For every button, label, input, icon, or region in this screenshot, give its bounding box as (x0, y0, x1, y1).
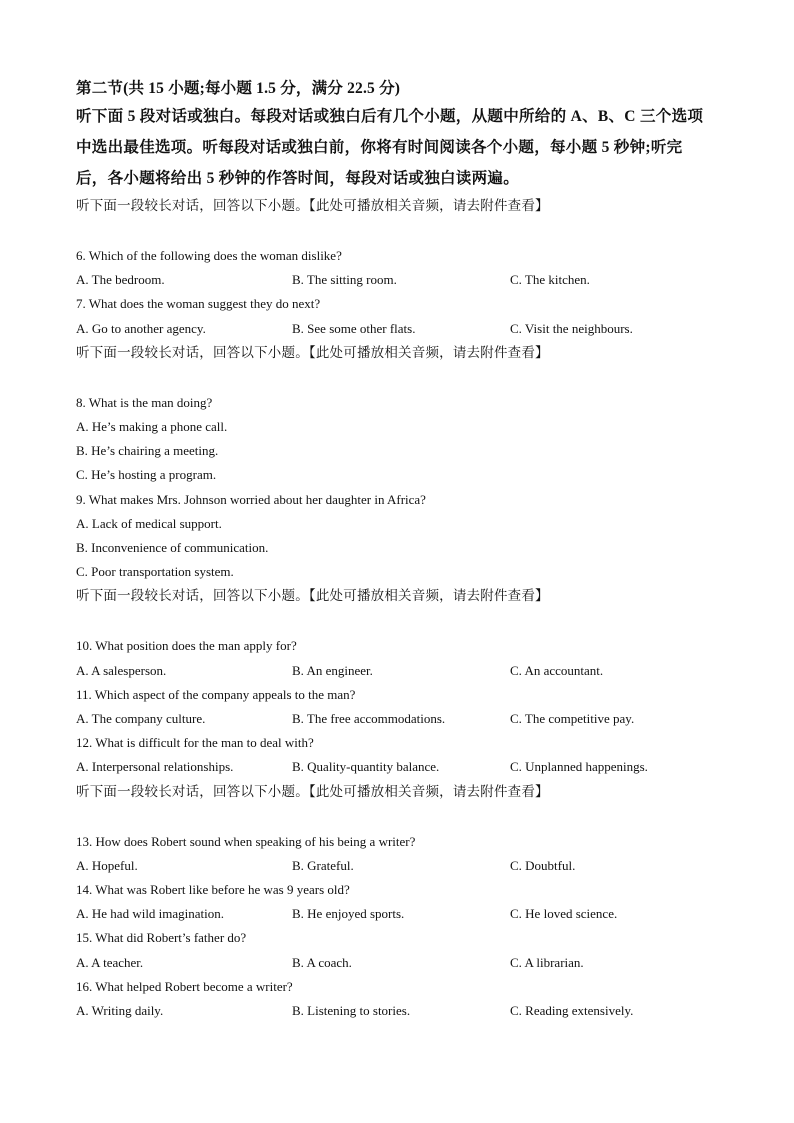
option-a[interactable]: A. Lack of medical support. (76, 515, 222, 531)
option-c[interactable]: C. The kitchen. (510, 272, 590, 288)
option-row (76, 755, 736, 779)
option-row (76, 951, 736, 975)
audio-note: 听下面一段较长对话，回答以下小题。【此处可播放相关音频，请去附件查看】 (76, 198, 549, 213)
option-a[interactable]: A. A teacher. (76, 954, 144, 970)
instructions-line-1: 听下面 5 段对话或独白。每段对话或独白后有几个小题，从题中所给的 A、B、C 三个选项 (76, 108, 704, 125)
option-b[interactable]: B. The sitting room. (292, 272, 397, 288)
question-stem: 7. What does the woman suggest they do next? (76, 296, 321, 312)
instructions-line-2: 中选出最佳选项。听每段对话或独白前，你将有时间阅读各个小题，每小题 5 秒钟;听完 (76, 139, 683, 156)
dialogue-group-2 (76, 341, 736, 585)
option-row (76, 999, 736, 1023)
option-b[interactable]: B. See some other flats. (292, 320, 416, 336)
option-c[interactable]: C. Reading extensively. (510, 1003, 634, 1019)
audio-note: 听下面一段较长对话，回答以下小题。【此处可播放相关音频，请去附件查看】 (76, 783, 549, 799)
dialogue-group-1 (76, 194, 736, 341)
option-b[interactable]: B. The free accommodations. (292, 711, 446, 727)
option-a[interactable]: A. The company culture. (76, 711, 206, 727)
option-row (76, 268, 736, 292)
dialogue-group-4 (76, 780, 736, 1024)
question-stem: 11. Which aspect of the company appeals to the man? (76, 686, 356, 702)
option-c[interactable]: C. Visit the neighbours. (510, 320, 633, 336)
option-c[interactable]: C. The competitive pay. (510, 711, 635, 727)
option-b[interactable]: B. He enjoyed sports. (292, 906, 405, 922)
option-b[interactable]: B. Inconvenience of communication. (76, 540, 269, 556)
option-c[interactable]: C. Poor transportation system. (76, 564, 234, 580)
option-b[interactable]: B. An engineer. (292, 662, 373, 678)
option-row (76, 902, 736, 926)
option-b[interactable]: B. Listening to stories. (292, 1003, 411, 1019)
option-c[interactable]: C. He loved science. (510, 906, 618, 922)
question-stem: 6. Which of the following does the woman dislike? (76, 248, 342, 263)
question-stem: 10. What position does the man apply for? (76, 638, 297, 654)
option-b[interactable]: B. He’s chairing a meeting. (76, 443, 219, 459)
question-stem: 12. What is difficult for the man to deal with? (76, 735, 314, 751)
option-b[interactable]: B. A coach. (292, 954, 352, 970)
option-a[interactable]: A. Writing daily. (76, 1003, 164, 1019)
question-stem: 9. What makes Mrs. Johnson worried about her daughter in Africa? (76, 491, 426, 507)
option-row (76, 854, 736, 878)
option-a[interactable]: A. A salesperson. (76, 662, 167, 678)
question-stem: 8. What is the man doing? (76, 394, 213, 410)
option-c[interactable]: C. An accountant. (510, 662, 604, 678)
option-row (76, 659, 736, 683)
option-b[interactable]: B. Grateful. (292, 857, 354, 873)
option-a[interactable]: A. Hopeful. (76, 857, 138, 873)
question-stem: 13. How does Robert sound when speaking of his being a writer? (76, 833, 416, 849)
option-a[interactable]: A. Interpersonal relationships. (76, 759, 234, 775)
question-stem: 16. What helped Robert become a writer? (76, 978, 293, 994)
option-a[interactable]: A. The bedroom. (76, 272, 165, 288)
section-heading: 第二节(共 15 小题;每小题 1.5 分，满分 22.5 分) (76, 80, 401, 97)
instructions-line-3: 后，各小题将给出 5 秒钟的作答时间，每段对话或独白读两遍。 (76, 170, 520, 187)
option-row (76, 317, 736, 341)
option-a[interactable]: A. He’s making a phone call. (76, 419, 228, 435)
option-c[interactable]: C. Unplanned happenings. (510, 759, 648, 775)
exam-page (76, 76, 736, 1023)
option-c[interactable]: C. He’s hosting a program. (76, 467, 217, 483)
option-c[interactable]: C. Doubtful. (510, 857, 576, 873)
option-b[interactable]: B. Quality-quantity balance. (292, 759, 440, 775)
audio-note: 听下面一段较长对话，回答以下小题。【此处可播放相关音频，请去附件查看】 (76, 344, 549, 360)
option-row (76, 707, 736, 731)
option-a[interactable]: A. Go to another agency. (76, 320, 206, 336)
option-c[interactable]: C. A librarian. (510, 954, 584, 970)
question-stem: 14. What was Robert like before he was 9 years old? (76, 882, 350, 898)
audio-note: 听下面一段较长对话，回答以下小题。【此处可播放相关音频，请去附件查看】 (76, 588, 549, 604)
question-stem: 15. What did Robert’s father do? (76, 930, 247, 946)
dialogue-group-3 (76, 584, 736, 779)
option-a[interactable]: A. He had wild imagination. (76, 906, 225, 922)
